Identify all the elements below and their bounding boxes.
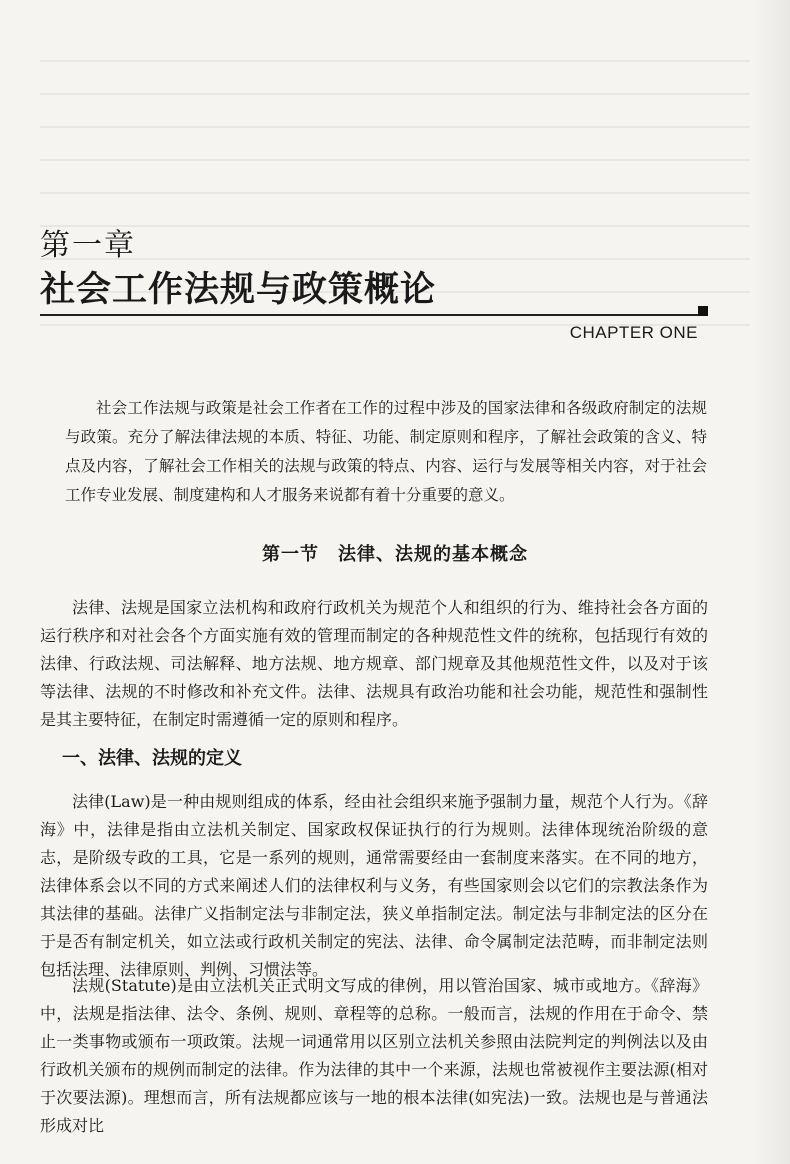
chapter-english-label: CHAPTER ONE <box>569 323 698 342</box>
section-intro-paragraph: 法律、法规是国家立法机构和政府行政机关为规范个人和组织的行为、维持社会各方面的运行秩序和对社会各个方面实施有效的管理而制定的各种规范性文件的统称，包括现行有效的法律、行政法规、司法解释、地方法规、地方规章、部门规章及其他规范性文件，以及对于该等法律、法规的不时修改和补充文件。法律、法规具有政治功能和社会功能，规范性和强制性是其主要特征，在制定时需遵循一定的原则和程序。 <box>40 598 708 729</box>
chapter-abstract: 社会工作法规与政策是社会工作者在工作的过程中涉及的国家法律和各级政府制定的法规与政策。充分了解法律法规的本质、特征、功能、制定原则和程序，了解社会政策的含义、特点及内容，了解社会工作相关的法规与政策的特点、内容、运行与发展等相关内容，对于社会工作专业发展、制度建构和人才服务来说都有着十分重要的意义。 <box>65 399 707 504</box>
chapter-title: 社会工作法规与政策概论 <box>40 270 437 310</box>
subsection-title: 一、法律、法规的定义 <box>62 748 242 769</box>
chapter-divider-block <box>698 306 708 316</box>
section-title: 第一节 法律、法规的基本概念 <box>262 544 528 565</box>
law-definition-paragraph: 法律(Law)是一种由规则组成的体系，经由社会组织来施予强制力量，规范个人行为。《辞海》中，法律是指由立法机关制定、国家政权保证执行的行为规则。法律体现统治阶级的意志，是阶级专政的工具，它是一系列的规则，通常需要经由一套制度来落实。在不同的地方，法律体系会以不同的方式来阐述人们的法律权利与义务，有些国家则会以它们的宗教法条作为其法律的基础。法律广义指制定法与非制定法，狭义单指制定法。制定法与非制定法的区分在于是否有制定机关，如立法或行政机关制定的宪法、法律、命令属制定法范畴，而非制定法则包括法理、法律原则、判例、习惯法等。 <box>40 792 708 979</box>
chapter-label: 第一章 <box>40 228 136 263</box>
chapter-divider-rule <box>40 314 700 316</box>
page-edge-shadow <box>750 0 790 1164</box>
statute-definition-paragraph: 法规(Statute)是由立法机关正式明文写成的律例，用以管治国家、城市或地方。《辞海》中，法规是指法律、法令、条例、规则、章程等的总称。一般而言，法规的作用在于命令、禁止一类事物或颁布一项政策。法规一词通常用以区别立法机关参照由法院判定的判例法以及由行政机关颁布的规例而制定的法律。作为法律的其中一个来源，法规也常被视作主要法源(相对于次要法源)。理想而言，所有法规都应该与一地的根本法律(如宪法)一致。法规也是与普通法形成对比 <box>40 976 708 1135</box>
